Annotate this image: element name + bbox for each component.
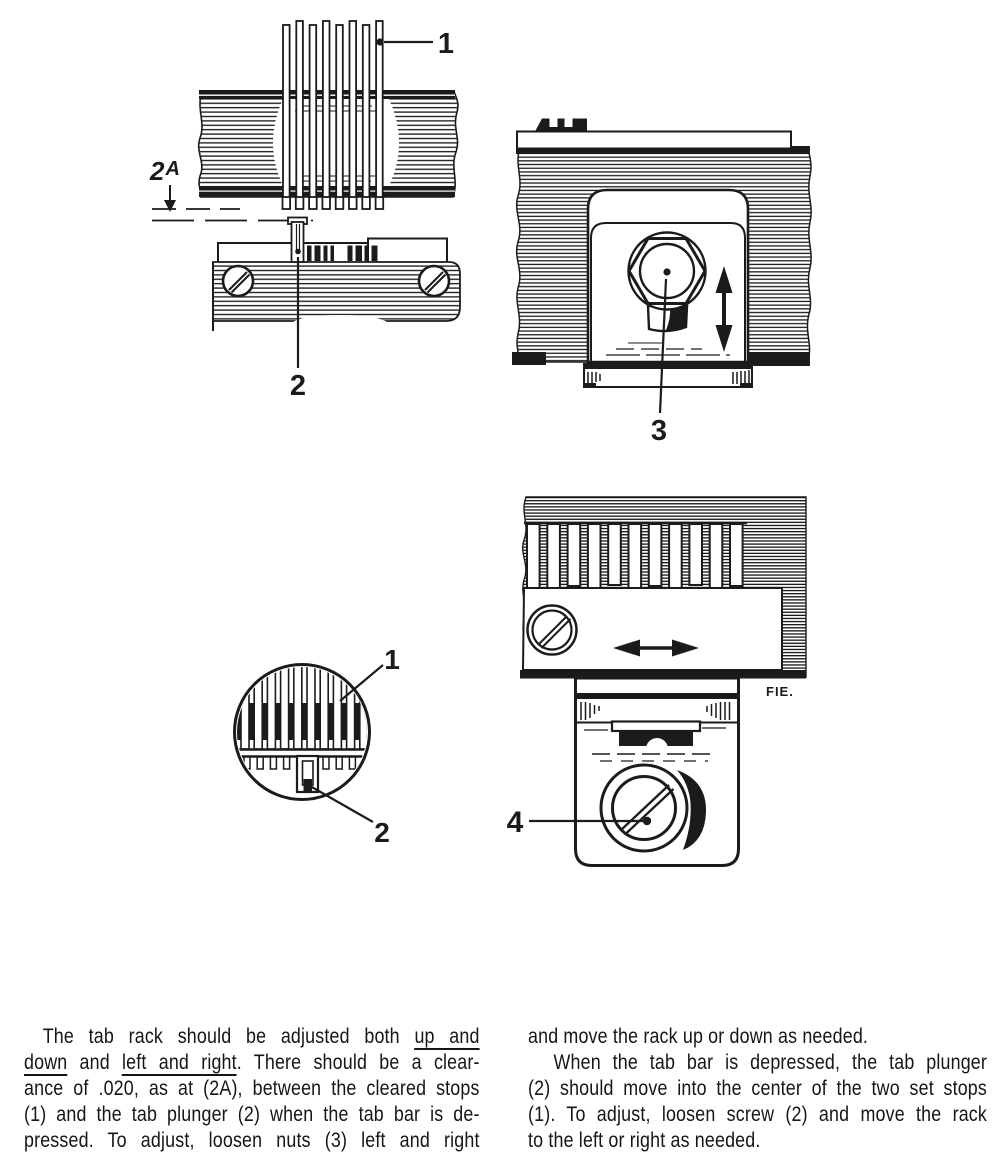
callout-4-label: 4: [506, 806, 524, 839]
text-segment: (2) should move into the center of the two set stops: [528, 1077, 987, 1100]
text-line: [24, 1128, 480, 1154]
text-segment: to the left or right as needed.: [528, 1129, 761, 1152]
text-line: [528, 1076, 987, 1102]
callout-3-label: 3: [650, 415, 668, 447]
text-segment: . There should be a clear-: [236, 1051, 480, 1074]
rack-screw: [601, 765, 687, 851]
rack-teeth-front: [527, 524, 743, 588]
text-line: [24, 1024, 480, 1050]
mounting-block: [213, 262, 460, 333]
figure-stamp: FIE.: [766, 684, 794, 699]
lower-bracket: [576, 678, 739, 866]
callout-2-label: 2: [289, 370, 307, 402]
text-segment: and: [67, 1051, 123, 1074]
figure-rack-side-view: [149, 21, 460, 402]
text-line: [528, 1128, 987, 1154]
text-segment: (1) and the tab plunger (2) when the tab bar is de-: [24, 1103, 480, 1126]
underlined-text: down: [24, 1051, 68, 1074]
text-segment: When the tab bar is depressed, the tab plunger: [553, 1051, 987, 1074]
text-line: [528, 1050, 987, 1076]
stop-bracket-plate: [218, 239, 447, 263]
right-mounting-screw: [419, 266, 449, 296]
figure-nut-rear-view: [512, 119, 811, 448]
tab-plunger: [288, 218, 307, 263]
text-line: [24, 1102, 480, 1128]
callout-1-label: 1: [437, 28, 455, 60]
detail-callout-2-leader: [310, 786, 373, 822]
right-column: [528, 1024, 987, 1154]
text-segment: pressed. To adjust, loosen nuts (3) left and right: [24, 1129, 480, 1152]
underlined-text: left and right: [122, 1051, 237, 1074]
text-line: [528, 1102, 987, 1128]
text-segment: (1). To adjust, loosen screw (2) and move the rack: [528, 1103, 987, 1126]
rack-front-block: [520, 497, 806, 679]
dimension-arrowhead: [164, 200, 176, 212]
left-mounting-screw: [223, 266, 253, 296]
figure-screw-front-view: [507, 497, 806, 866]
callout-4-dot: [643, 817, 651, 825]
detail-callout-2-label: 2: [374, 817, 390, 848]
knurled-band: [584, 364, 752, 388]
top-rail: [517, 132, 791, 149]
figure-rack-detail-circle: [234, 644, 400, 848]
text-line: [528, 1024, 987, 1050]
rail-clip: [535, 119, 587, 132]
plate-screw: [528, 606, 577, 655]
text-line: [24, 1050, 480, 1076]
underlined-text: up and: [414, 1025, 480, 1048]
text-line: [24, 1076, 480, 1102]
text-segment: ance of .020, as at (2A), between the cleared stops: [24, 1077, 480, 1100]
callout-1-dot: [376, 38, 383, 45]
detail-callout-1-label: 1: [384, 644, 400, 675]
text-segment: and move the rack up or down as needed.: [528, 1025, 869, 1048]
left-column: [24, 1024, 480, 1154]
text-segment: The tab rack should be adjusted both: [42, 1025, 415, 1048]
clearance-dimension-label: 2A: [150, 156, 180, 186]
detail-plunger: [297, 756, 318, 792]
